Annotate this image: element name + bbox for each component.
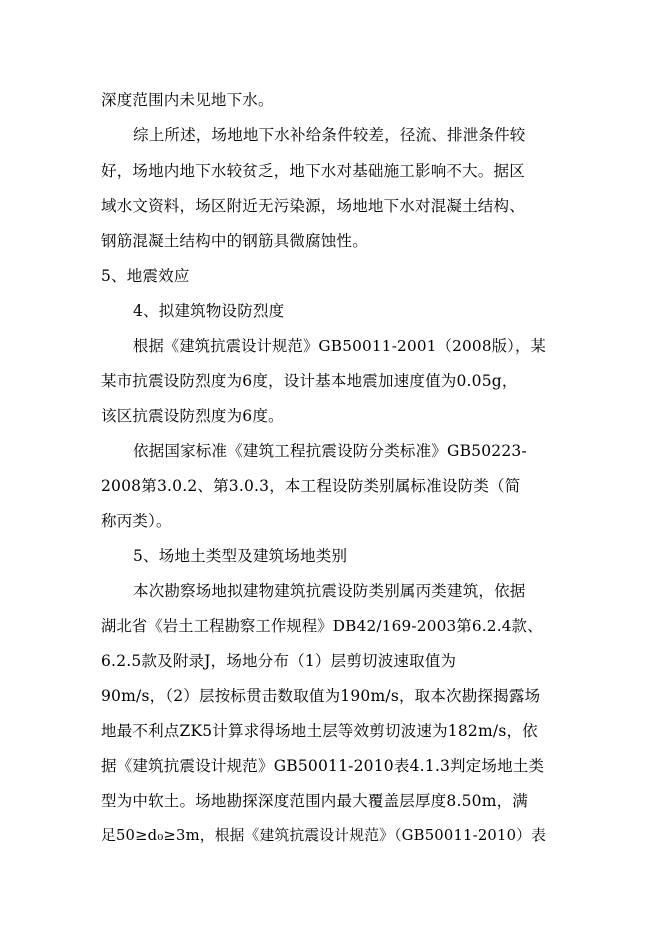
text-line: 深度范围内未见地下水。 bbox=[101, 91, 274, 109]
text-line: 某市抗震设防烈度为6度，设计基本地震加速度值为0.05g， bbox=[101, 372, 518, 390]
text-line: 湖北省《岩土工程勘察工作规程》DB42/169-2003第6.2.4款、 bbox=[101, 617, 543, 635]
text-line: 钢筋混凝土结构中的钢筋具微腐蚀性。 bbox=[101, 232, 368, 250]
text-line: 6.2.5款及附录J，场地分布（1）层剪切波速取值为 bbox=[101, 652, 457, 670]
text-line: 地最不利点ZK5计算求得场地土层等效剪切波速为182m/s，依 bbox=[101, 722, 538, 740]
text-line: 足50≥d₀≥3m，根据《建筑抗震设计规范》（GB50011-2010）表 bbox=[101, 827, 547, 844]
text-line: 域水文资料，场区附近无污染源，场地地下水对混凝土结构、 bbox=[101, 197, 525, 215]
text-line: 称丙类）。 bbox=[101, 512, 172, 530]
text-line: 90m/s，（2）层按标贯击数取值为190m/s，取本次勘探揭露场 bbox=[101, 687, 541, 705]
text-line: 据《建筑抗震设计规范》GB50011-2010表4.1.3判定场地土类 bbox=[101, 757, 545, 775]
text-line: 该区抗震设防烈度为6度。 bbox=[101, 407, 284, 425]
text-line: 综上所述，场地地下水补给条件较差，径流、排泄条件较 bbox=[133, 126, 526, 144]
text-line: 型为中软土。场地勘探深度范围内最大覆盖层厚度8.50m，满 bbox=[101, 792, 529, 810]
text-line: 依据国家标准《建筑工程抗震设防分类标准》GB50223- bbox=[133, 442, 527, 460]
text-line: 好，场地内地下水较贫乏，地下水对基础施工影响不大。据区 bbox=[101, 162, 525, 180]
text-line: 根据《建筑抗震设计规范》GB50011-2001（2008版），某 bbox=[133, 337, 546, 355]
text-line: 本次勘察场地拟建物建筑抗震设防类别属丙类建筑，依据 bbox=[133, 582, 526, 600]
text-line: 2008第3.0.2、第3.0.3，本工程设防类别属标准设防类（简 bbox=[101, 477, 521, 495]
section-heading: 5、地震效应 bbox=[101, 267, 190, 285]
subsection-heading: 5、场地土类型及建筑场地类别 bbox=[133, 547, 348, 565]
subsection-heading: 4、拟建筑物设防烈度 bbox=[133, 302, 285, 320]
